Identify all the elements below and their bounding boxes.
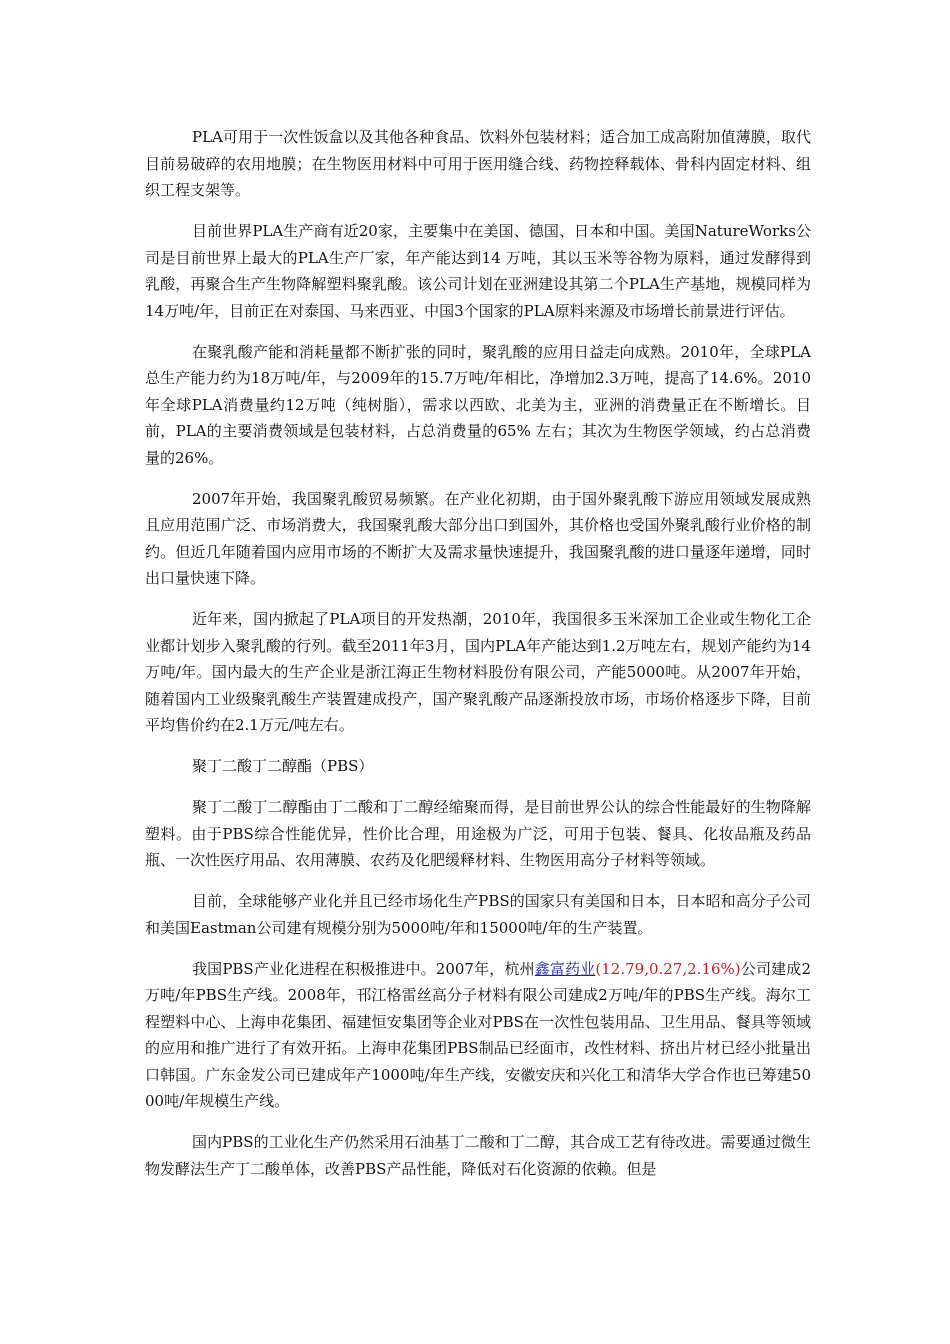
paragraph-pbs-process: 国内PBS的工业化生产仍然采用石油基丁二酸和丁二醇，其合成工艺有待改进。需要通过微生物发酵法生产丁二酸单体，改善PBS产品性能，降低对石化资源的依赖。但是 [145,1133,811,1178]
section-heading-pbs: 聚丁二酸丁二醇酯（PBS） [192,757,374,775]
paragraph-pbs-intro: 聚丁二酸丁二醇酯由丁二酸和丁二醇经缩聚而得，是目前世界公认的综合性能最好的生物降解塑料。由于PBS综合性能优异，性价比合理，用途极为广泛，可用于包装、餐具、化妆品瓶及药品瓶、一次性医疗用品、农用薄膜、农药及化肥缓释材料、生物医用高分子材料等领域。 [145,798,811,869]
stock-link-xinfu[interactable]: 鑫富药业 [534,959,596,978]
stock-quote: (12.79,0.27,2.16%) [595,959,741,978]
paragraph-pla-capacity: 在聚乳酸产能和消耗量都不断扩张的同时，聚乳酸的应用日益走向成熟。2010年，全球PLA总生产能力约为18万吨/年，与2009年的15.7万吨/年相比，净增加2.3万吨，提高了14.6%。2010 年全球PLA消费量约12万吨（纯树脂），需求以西欧、北美为主，亚洲的消费量正在不断增长。目前，PLA的主要消费领域是包装材料，占总消费量的65% 左右；其次为生物医学领域，约占总消费量的26%。 [145,342,811,467]
paragraph-pla-domestic: 近年来，国内掀起了PLA项目的开发热潮，2010年，我国很多玉米深加工企业或生物化工企业都计划步入聚乳酸的行列。截至2011年3月，国内PLA年产能达到1.2万吨左右，规划产能约为14万吨/年。国内最大的生产企业是浙江海正生物材料股份有限公司，产能5000吨。从2007年开始，随着国内工业级聚乳酸生产装置建成投产，国产聚乳酸产品逐渐投放市场，市场价格逐步下降，目前平均售价约在2.1万元/吨左右。 [145,610,811,734]
pbs-china-text-end: 公司建成2万吨/年PBS生产线。2008年，邗江格雷丝高分子材料有限公司建成2万吨/年的PBS生产线。海尔工程塑料中心、上海申花集团、福建恒安集团等企业对PBS在一次性包装用品、卫生用品、餐具等领域的应用和推广进行了有效开拓。上海申花集团PBS制品已经面市，改性材料、挤出片材已经小批量出口韩国。广东金发公司已建成年产1000吨/年生产线，安徽安庆和兴化工和清华大学合作也已筹建5000吨/年规模生产线。 [145,959,811,1110]
pbs-china-text-start: 我国PBS产业化进程在积极推进中。2007年，杭州 [192,959,535,978]
paragraph-pbs-china [145,956,811,1115]
paragraph-pla-uses: PLA可用于一次性饭盒以及其他各种食品、饮料外包装材料；适合加工成高附加值薄膜，取代目前易破碎的农用地膜；在生物医用材料中可用于医用缝合线、药物控释载体、骨科内固定材料、组织工程支架等。 [145,128,811,199]
paragraph-pla-producers: 目前世界PLA生产商有近20家，主要集中在美国、德国、日本和中国。美国NatureWorks公司是目前世界上最大的PLA生产厂家，年产能达到14 万吨，其以玉米等谷物为原料，通过发酵得到乳酸，再聚合生产生物降解塑料聚乳酸。该公司计划在亚洲建设其第二个PLA生产基地，规模同样为14万吨/年，目前正在对泰国、马来西亚、中国3个国家的PLA原料来源及市场增长前景进行评估。 [145,222,811,320]
paragraph-pla-trade: 2007年开始，我国聚乳酸贸易频繁。在产业化初期，由于国外聚乳酸下游应用领域发展成熟且应用范围广泛、市场消费大，我国聚乳酸大部分出口到国外，其价格也受国外聚乳酸行业价格的制约。但近几年随着国内应用市场的不断扩大及需求量快速提升，我国聚乳酸的进口量逐年递增，同时出口量快速下降。 [145,489,811,587]
paragraph-pbs-global: 目前，全球能够产业化并且已经市场化生产PBS的国家只有美国和日本，日本昭和高分子公司和美国Eastman公司建有规模分别为5000吨/年和15000吨/年的生产装置。 [145,892,811,937]
document-body [145,124,811,1197]
